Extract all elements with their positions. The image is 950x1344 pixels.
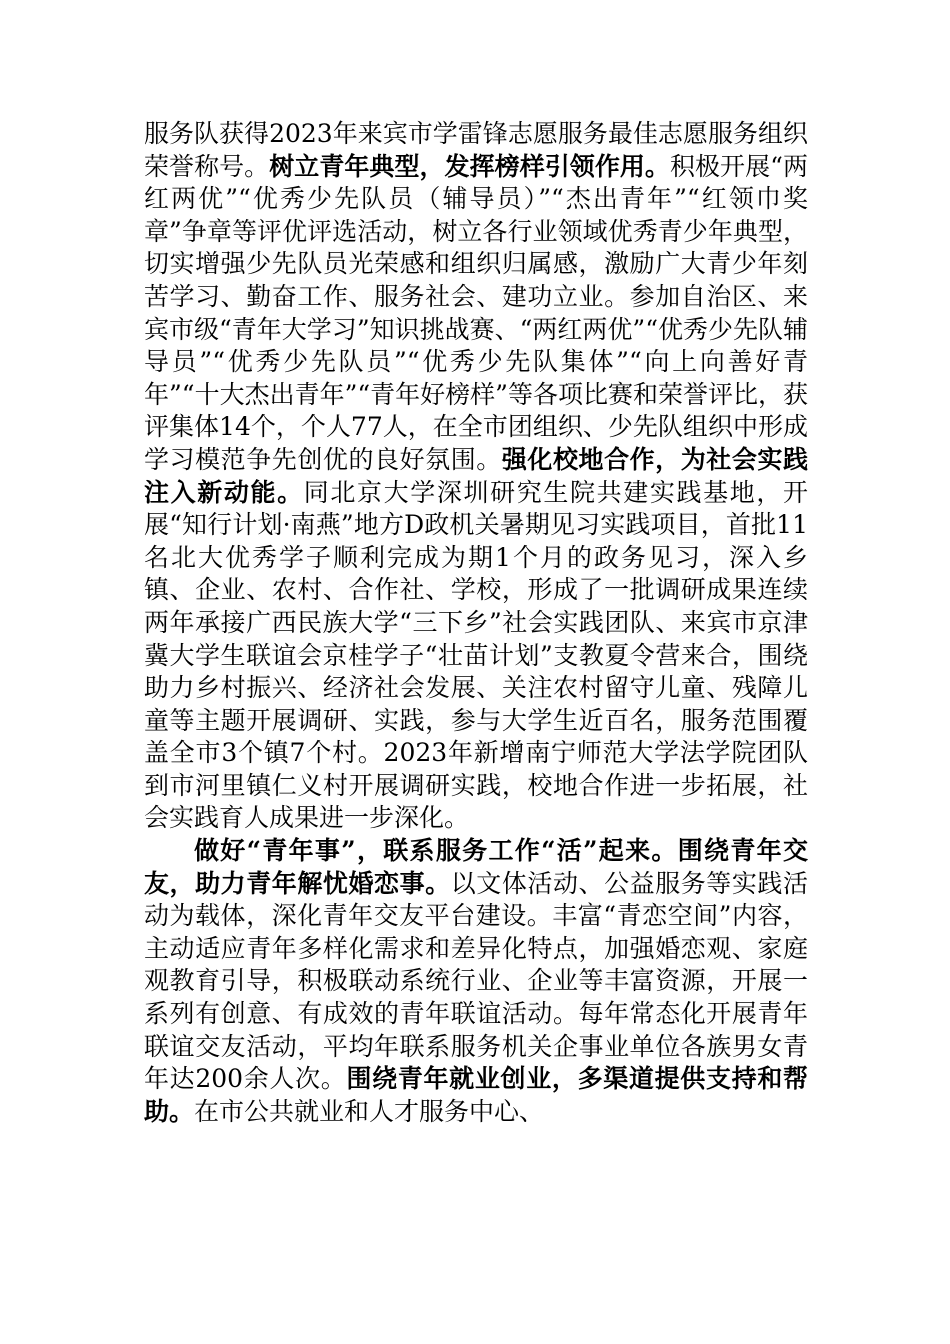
text-run: 积极开展“两红两优”“优秀少先队员（辅导员）”“杰出青年”“红领巾奖章”争章等评优评选活动，树立各行业领域优秀青少年典型，切实增强少先队员光荣感和组织归属感，激励广大青少年刻苦学习、勤奋工作、服务社会、建功立业。参加自治区、来宾市级“青年大学习”知识挑战赛、“两红两优”“优秀少先队辅导员”“优秀少先队员”“优秀少先队集体”“向上向善好青年”“十大杰出青年”“青年好榜样”等各项比赛和荣誉评比，获评集体14个，个人77人，在全市团组织、少先队组织中形成学习模范争先创优的良好氛围。 — [144, 151, 808, 474]
bold-heading-run: 树立青年典型，发挥榜样引领作用。 — [269, 151, 670, 181]
text-run: 服务队获得2023年来宾市学雷锋志愿服务最佳志愿服务组织荣誉称号。 — [144, 119, 808, 181]
document-page — [144, 118, 808, 1128]
text-run: 同北京大学深圳研究生院共建实践基地，开展“知行计划·南燕”地方D政机关暑期见习实践项目，首批11名北大优秀学子顺利完成为期1个月的政务见习，深入乡镇、企业、农村、合作社、学校，形成了一批调研成果连续两年承接广西民族大学“三下乡”社会实践团队、来宾市京津冀大学生联谊会京桂学子“壮苗计划”支教夏令营来合，围绕助力乡村振兴、经济社会发展、关注农村留守儿童、残障儿童等主题开展调研、实践，参与大学生近百名，服务范围覆盖全市3个镇7个村。2023年新增南宁师范大学法学院团队到市河里镇仁义村开展调研实践，校地合作进一步拓展，社会实践育人成果进一步深化。 — [144, 477, 808, 833]
text-run: 以文体活动、公益服务等实践活动为载体，深化青年交友平台建设。丰富“青恋空间”内容，主动适应青年多样化需求和差异化特点，加强婚恋观、家庭观教育引导，积极联动系统行业、企业等丰富资源，开展一系列有创意、有成效的青年联谊活动。每年常态化开展青年联谊交友活动，平均年联系服务机关企事业单位各族男女青年达200余人次。 — [144, 868, 808, 1094]
text-run: 在市公共就业和人才服务中心、 — [194, 1096, 545, 1126]
paragraph — [144, 835, 808, 1128]
bold-heading-run: 做好“青年事”，联系服务工作“活”起来。围绕青年交友，助力青年解忧婚恋事。 — [144, 836, 808, 898]
bold-heading-run: 强化校地合作，为社会实践注入新动能。 — [144, 444, 808, 507]
bold-heading-run: 围绕青年就业创业，多渠道提供支持和帮助。 — [144, 1064, 808, 1126]
paragraph — [144, 118, 808, 835]
